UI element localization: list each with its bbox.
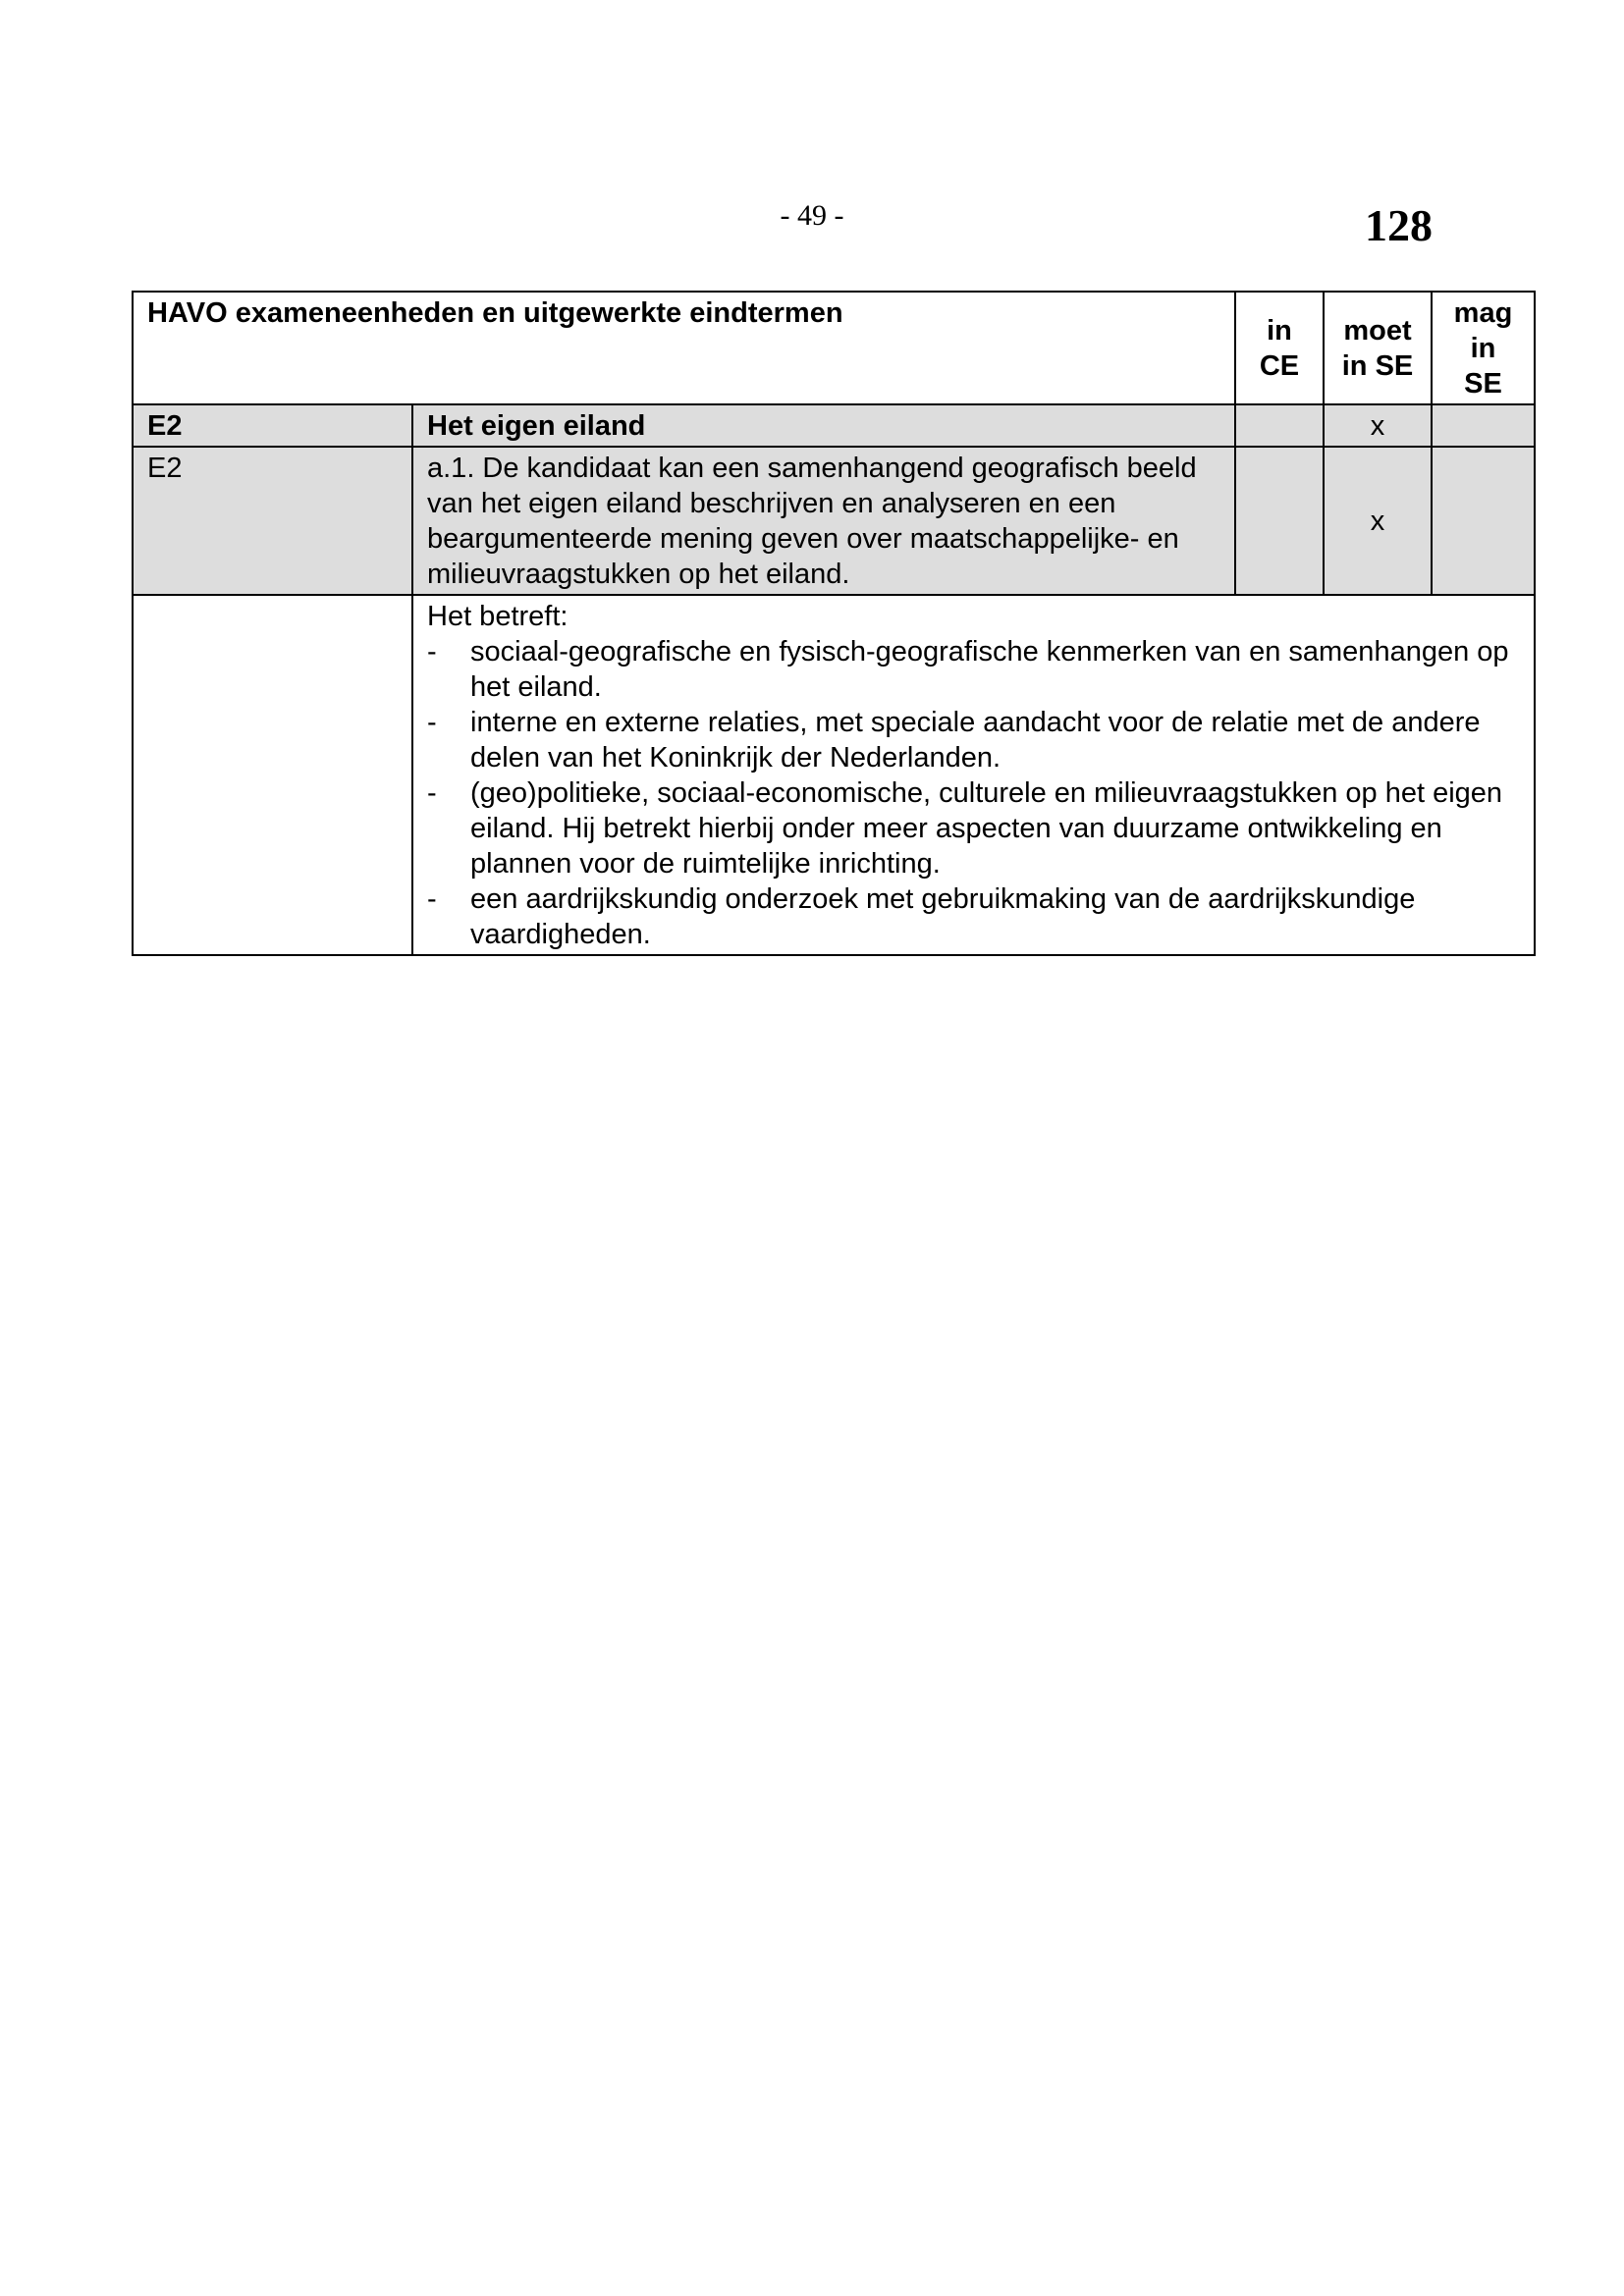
unit-mag-in-se: [1432, 404, 1535, 447]
col-header-mag-in-se: [1432, 292, 1535, 404]
list-item: [427, 705, 1520, 775]
col-header-mag-line-3: SE: [1464, 368, 1502, 400]
page-number: - 49 -: [780, 199, 844, 232]
list-item-text: interne en externe relaties, met speciale aandacht voor de relatie met de andere delen van het Koninkrijk der Nederlanden.: [470, 707, 1481, 774]
table-title: HAVO exameneenheden en uitgewerkte eindtermen: [133, 292, 1235, 404]
unit-row: [133, 404, 1535, 447]
list-item: [427, 775, 1520, 881]
list-item: [427, 881, 1520, 952]
term-moet-in-se: x: [1324, 447, 1432, 595]
list-item-text: sociaal-geografische en fysisch-geografische kenmerken van en samenhangen op het eiland.: [470, 636, 1509, 703]
detail-intro: Het betreft:: [427, 601, 568, 632]
unit-moet-in-se: x: [1324, 404, 1432, 447]
col-header-moet-line-2: in SE: [1341, 350, 1414, 382]
col-header-mag-line-2: in: [1470, 333, 1496, 364]
list-dash: -: [427, 707, 437, 738]
detail-content: [412, 595, 1535, 955]
col-header-in-ce: [1235, 292, 1324, 404]
term-mag-in-se: [1432, 447, 1535, 595]
list-dash: -: [427, 883, 437, 915]
list-dash: -: [427, 636, 437, 667]
term-row: [133, 447, 1535, 595]
term-text: a.1. De kandidaat kan een samenhangend geografisch beeld van het eigen eiland beschrijven en analyseren en een beargumenteerde mening geven over maatschappelijke- en milieuvraagstukken op het eiland.: [412, 447, 1235, 595]
exam-units-table: [132, 291, 1536, 956]
unit-code: E2: [133, 404, 412, 447]
detail-list: [427, 634, 1520, 952]
term-in-ce: [1235, 447, 1324, 595]
detail-row: [133, 595, 1535, 955]
table-header-row: [133, 292, 1535, 404]
unit-in-ce: [1235, 404, 1324, 447]
detail-code-cell: [133, 595, 412, 955]
col-header-mag-line-1: mag: [1453, 297, 1513, 329]
col-header-in-ce-line-1: in: [1267, 315, 1292, 347]
col-header-in-ce-line-2: CE: [1259, 350, 1300, 382]
col-header-moet-line-1: moet: [1343, 315, 1412, 347]
term-code: E2: [133, 447, 412, 595]
list-dash: -: [427, 777, 437, 809]
list-item: [427, 634, 1520, 705]
list-item-text: een aardrijkskundig onderzoek met gebruikmaking van de aardrijkskundige vaardigheden.: [470, 883, 1416, 950]
unit-title: Het eigen eiland: [412, 404, 1235, 447]
list-item-text: (geo)politieke, sociaal-economische, culturele en milieuvraagstukken op het eigen eiland. Hij betrekt hierbij onder meer aspecten van duurzame ontwikkeling en plannen voor de ruimtelijke inrichting.: [470, 777, 1503, 880]
col-header-moet-in-se: [1324, 292, 1432, 404]
stamp-number: 128: [1365, 200, 1433, 250]
